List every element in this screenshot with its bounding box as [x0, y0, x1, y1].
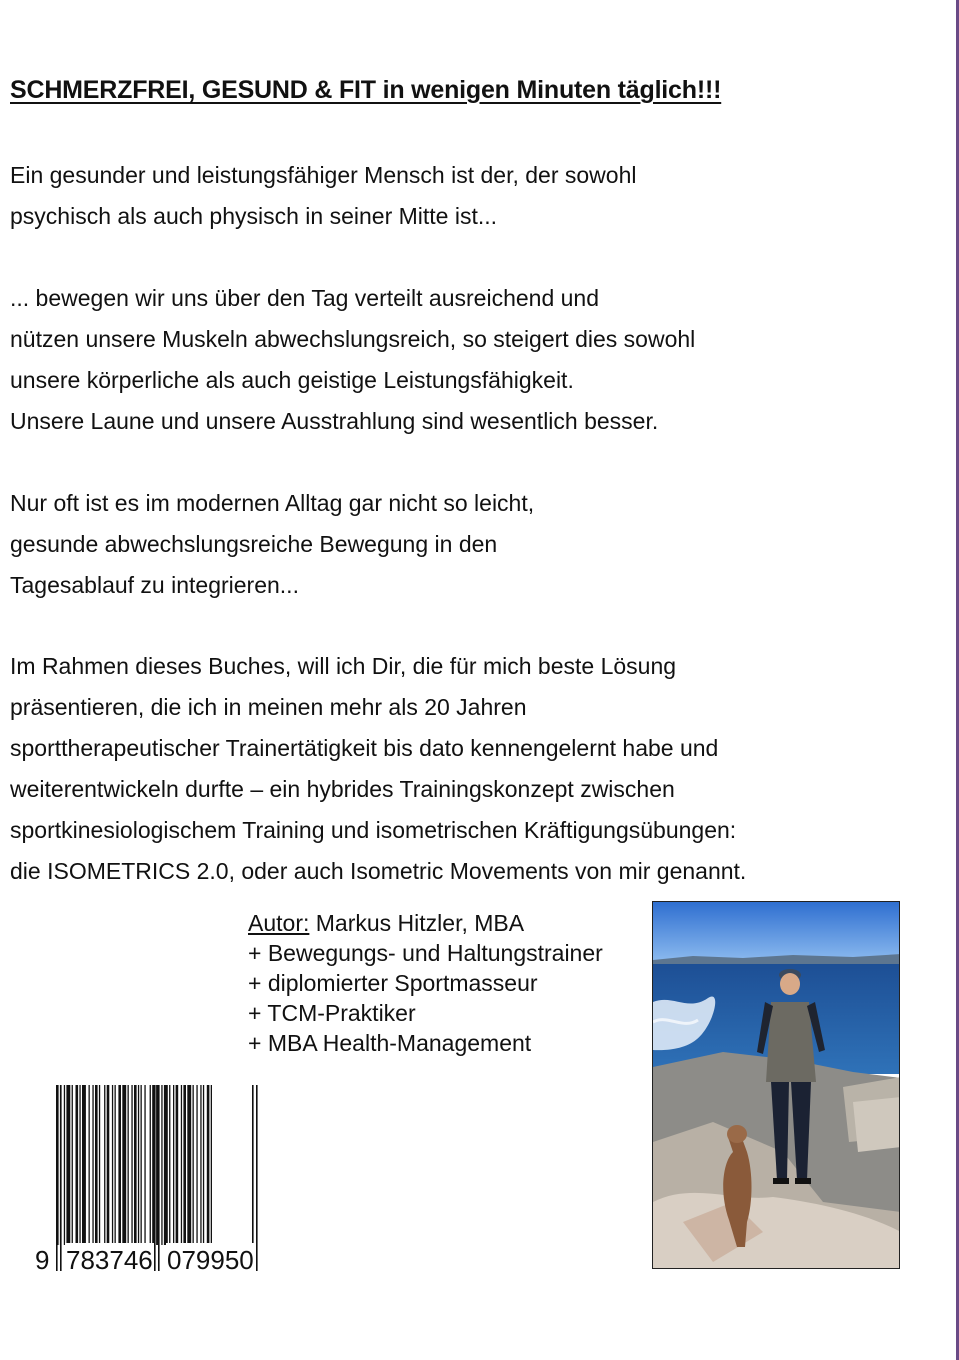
barcode-bar — [131, 1085, 132, 1245]
author-credential: + Bewegungs- und Haltungstrainer — [248, 940, 603, 966]
paragraph-line: nützen unsere Muskeln abwechslungsreich, so steigert dies sowohl — [10, 326, 696, 352]
barcode-bar — [82, 1085, 86, 1245]
paragraph-line: die ISOMETRICS 2.0, oder auch Isometric Movements von mir genannt. — [10, 858, 747, 884]
paragraph-line: gesunde abwechslungsreiche Bewegung in den — [10, 531, 498, 557]
barcode-bar — [66, 1085, 70, 1245]
barcode-bar — [196, 1085, 197, 1245]
barcode-bar — [144, 1085, 145, 1245]
barcode-bar — [115, 1085, 116, 1245]
barcode-bar — [128, 1085, 129, 1245]
author-credential: + MBA Health-Management — [248, 1030, 532, 1056]
barcode-bar — [161, 1085, 162, 1245]
barcode-bar — [138, 1085, 139, 1245]
paragraph-line: unsere körperliche als auch geistige Leistungsfähigkeit. — [10, 367, 574, 393]
barcode-bar — [72, 1085, 73, 1245]
barcode-bar — [89, 1085, 90, 1245]
barcode-digits-left: 783746 — [66, 1245, 153, 1275]
author-block — [248, 908, 603, 1058]
barcode-bar — [173, 1085, 174, 1245]
barcode-bar — [181, 1085, 182, 1245]
barcode-bar — [134, 1085, 137, 1245]
barcode-bar — [176, 1085, 179, 1245]
barcode-digits-right: 079950 — [167, 1245, 254, 1275]
author-label: Autor: — [248, 910, 310, 936]
barcode-bar — [104, 1085, 105, 1245]
barcode-bar — [207, 1085, 210, 1245]
barcode-bar — [76, 1085, 79, 1245]
paragraph-line: sportkinesiologischem Training und isometrischen Kräftigungsübungen: — [10, 817, 737, 843]
barcode-bar — [92, 1085, 93, 1245]
paragraph-1 — [10, 155, 636, 237]
barcode-bar — [187, 1085, 191, 1245]
paragraph-line: Im Rahmen dieses Buches, will ich Dir, die für mich beste Lösung — [10, 653, 677, 679]
barcode-bar — [107, 1085, 110, 1245]
author-photo-illustration — [653, 902, 900, 1269]
barcode-bar — [193, 1085, 194, 1245]
author-photo — [652, 901, 900, 1269]
barcode-bar — [169, 1085, 170, 1245]
barcode-bar — [122, 1085, 126, 1245]
barcode-bar — [164, 1085, 168, 1245]
paragraph-line: Tagesablauf zu integrieren... — [10, 572, 299, 598]
barcode-bar — [203, 1085, 204, 1245]
barcode-bar — [150, 1085, 151, 1245]
barcode-bar — [141, 1085, 142, 1245]
barcode-bar — [200, 1085, 201, 1245]
paragraph-line: sporttherapeutischer Trainertätigkeit bis dato kennengelernt habe und — [10, 735, 719, 761]
paragraph-2 — [10, 278, 695, 442]
barcode-bar — [79, 1085, 80, 1245]
barcode-number — [30, 1243, 280, 1277]
barcode-bar — [112, 1085, 113, 1245]
paragraph-line: Unsere Laune und unsere Ausstrahlung sind wesentlich besser. — [10, 408, 659, 434]
barcode-digits-prefix: 9 — [35, 1245, 50, 1275]
author-credential: + diplomierter Sportmasseur — [248, 970, 538, 996]
barcode-bar — [118, 1085, 121, 1245]
paragraph-line: Ein gesunder und leistungsfähiger Mensch ist der, der sowohl — [10, 162, 637, 188]
paragraph-line: Nur oft ist es im modernen Alltag gar nicht so leicht, — [10, 490, 535, 516]
barcode-bar — [64, 1085, 65, 1245]
barcode-bar — [183, 1085, 186, 1245]
paragraph-line: psychisch als auch physisch in seiner Mitte ist... — [10, 203, 498, 229]
author-name: Markus Hitzler, MBA — [309, 910, 525, 936]
author-heading — [248, 908, 603, 938]
paragraph-4 — [10, 646, 746, 892]
headline: SCHMERZFREI, GESUND & FIT in wenigen Minuten täglich!!! — [10, 76, 722, 104]
barcode-bar — [95, 1085, 98, 1245]
paragraph-line: präsentieren, die ich in meinen mehr als 20 Jahren — [10, 694, 527, 720]
author-credential: + TCM-Praktiker — [248, 1000, 416, 1026]
paragraph-line: ... bewegen wir uns über den Tag verteilt ausreichend und — [10, 285, 600, 311]
paragraph-3 — [10, 483, 534, 606]
paragraph-line: weiterentwickeln durfte – ein hybrides Trainingskonzept zwischen — [10, 776, 675, 802]
barcode-bar — [99, 1085, 100, 1245]
barcode-bar — [211, 1085, 212, 1245]
